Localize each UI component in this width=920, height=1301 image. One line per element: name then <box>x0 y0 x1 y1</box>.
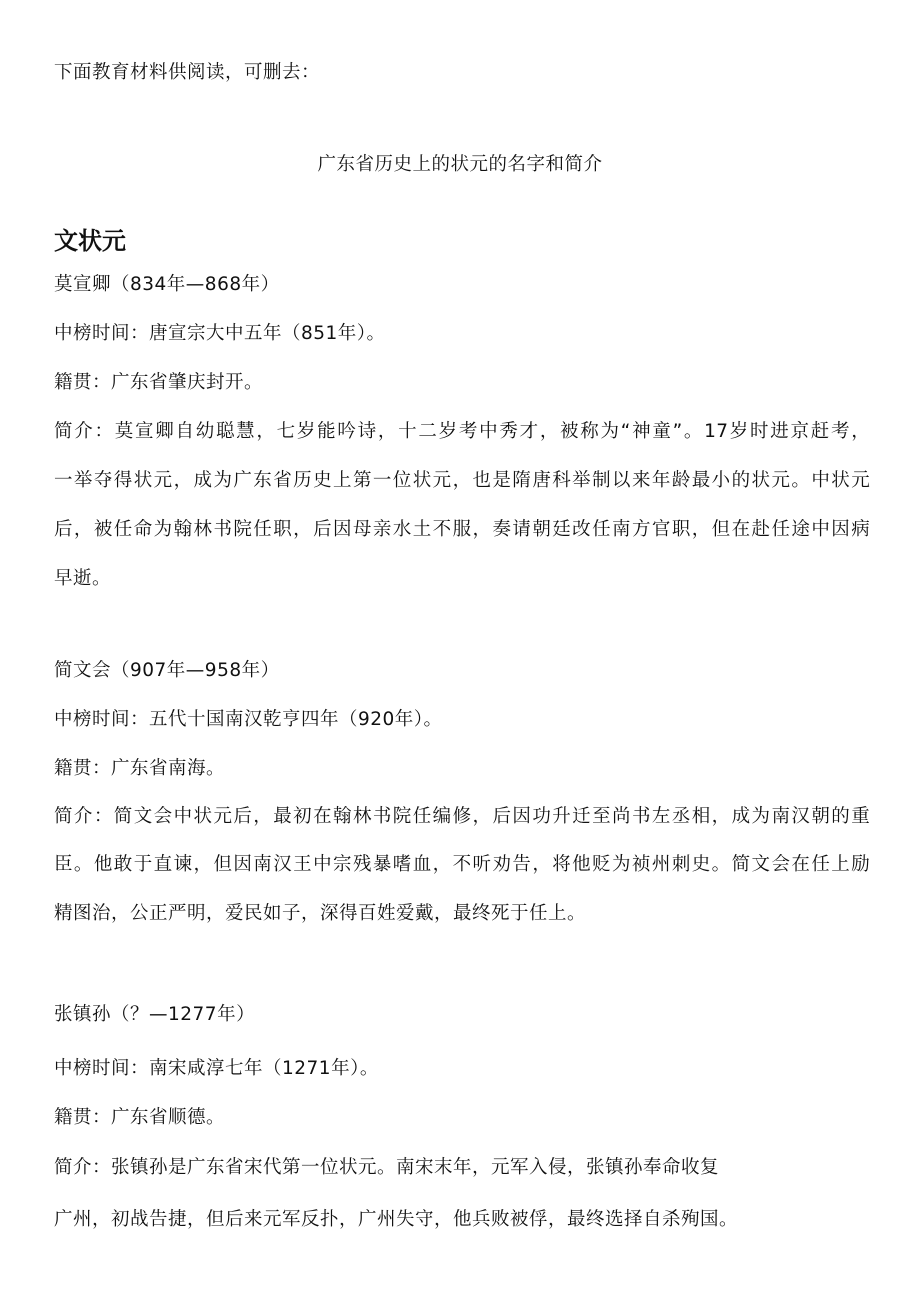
entry-bio-line: 简介：张镇孙是广东省宋代第一位状元。南宋末年，元军入侵，张镇孙奉命收复 <box>54 1157 720 1178</box>
entry-name: 简文会（907年—958年） <box>54 660 280 681</box>
intro-note: 下面教育材料供阅读，可删去： <box>54 62 321 83</box>
entry-exam-time: 中榜时间：南宋咸淳七年（1271年）。 <box>54 1058 379 1079</box>
document-title: 广东省历史上的状元的名字和简介 <box>317 154 603 175</box>
entry-exam-time: 中榜时间：唐宣宗大中五年（851年）。 <box>54 323 386 344</box>
entry-origin: 籍贯：广东省肇庆封开。 <box>54 372 264 393</box>
entry-name: 张镇孙（？—1277年） <box>54 1004 256 1025</box>
entry-bio-line: 臣。他敢于直谏，但因南汉王中宗残暴嗜血，不听劝告，将他贬为祯州刺史。简文会在任上励 <box>54 854 870 875</box>
entry-bio-line: 早逝。 <box>54 568 112 589</box>
section-heading: 文状元 <box>54 227 126 255</box>
entry-bio-line: 简介：简文会中状元后，最初在翰林书院任编修，后因功升迁至尚书左丞相，成为南汉朝的重 <box>54 806 870 827</box>
entry-bio-line: 广州，初战告捷，但后来元军反扑，广州失守，他兵败被俘，最终选择自杀殉国。 <box>54 1209 739 1230</box>
entry-bio-line: 一举夺得状元，成为广东省历史上第一位状元，也是隋唐科举制以来年龄最小的状元。中状元 <box>54 470 870 491</box>
entry-bio-line: 精图治，公正严明，爱民如子，深得百姓爱戴，最终死于任上。 <box>54 903 587 924</box>
entry-name: 莫宣卿（834年—868年） <box>54 274 280 295</box>
entry-origin: 籍贯：广东省南海。 <box>54 758 226 779</box>
entry-bio-line: 简介：莫宣卿自幼聪慧，七岁能吟诗，十二岁考中秀才，被称为“神童”。17岁时进京赶考， <box>54 421 870 442</box>
entry-origin: 籍贯：广东省顺德。 <box>54 1107 226 1128</box>
entry-bio-line: 后，被任命为翰林书院任职，后因母亲水土不服，奏请朝廷改任南方官职，但在赴任途中因病 <box>54 519 870 540</box>
entry-exam-time: 中榜时间：五代十国南汉乾亨四年（920年）。 <box>54 709 443 730</box>
